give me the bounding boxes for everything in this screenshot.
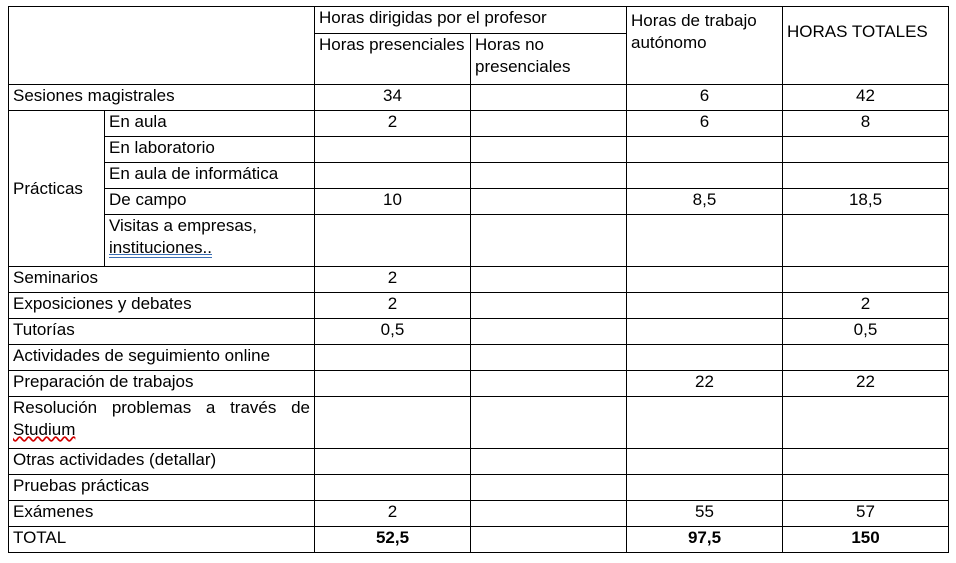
cell-non-presential (471, 111, 627, 137)
cell-total: 0,5 (783, 319, 949, 345)
total-non-presential (471, 527, 627, 553)
cell-autonomous (627, 397, 783, 449)
cell-presential (315, 371, 471, 397)
cell-autonomous: 6 (627, 85, 783, 111)
cell-autonomous (627, 345, 783, 371)
table-row (9, 345, 949, 371)
cell-total: 42 (783, 85, 949, 111)
cell-non-presential (471, 215, 627, 267)
table-row (9, 475, 949, 501)
total-autonomous: 97,5 (627, 527, 783, 553)
cell-presential: 10 (315, 189, 471, 215)
cell-presential: 2 (315, 111, 471, 137)
cell-autonomous (627, 163, 783, 189)
cell-total: 57 (783, 501, 949, 527)
total-presential: 52,5 (315, 527, 471, 553)
cell-presential (315, 137, 471, 163)
header-autonomous-text: Horas de trabajo autónomo (631, 11, 757, 52)
row-label: Otras actividades (detallar) (9, 449, 315, 475)
cell-total: 22 (783, 371, 949, 397)
table-row (9, 449, 949, 475)
cell-non-presential (471, 319, 627, 345)
total-label: TOTAL (9, 527, 315, 553)
cell-autonomous (627, 293, 783, 319)
row-label: Tutorías (9, 319, 315, 345)
header-empty-cell (9, 7, 315, 85)
header-directed-hours: Horas dirigidas por el profesor (315, 7, 627, 34)
header-autonomous-hours (627, 7, 783, 85)
header-non-presential-hours: Horas no presenciales (471, 34, 627, 85)
cell-non-presential (471, 137, 627, 163)
table-row (9, 111, 949, 137)
cell-autonomous: 8,5 (627, 189, 783, 215)
row-label: En aula (105, 111, 315, 137)
row-label: Seminarios (9, 267, 315, 293)
table-row (9, 137, 949, 163)
row-label: En laboratorio (105, 137, 315, 163)
cell-presential: 0,5 (315, 319, 471, 345)
row-label: Sesiones magistrales (9, 85, 315, 111)
cell-total (783, 449, 949, 475)
cell-non-presential (471, 345, 627, 371)
table-row (9, 189, 949, 215)
table-row (9, 293, 949, 319)
cell-presential: 34 (315, 85, 471, 111)
table-row (9, 163, 949, 189)
cell-total (783, 215, 949, 267)
table-row (9, 397, 949, 449)
cell-total (783, 267, 949, 293)
cell-non-presential (471, 85, 627, 111)
cell-total (783, 475, 949, 501)
cell-non-presential (471, 449, 627, 475)
cell-non-presential (471, 163, 627, 189)
header-total-text: HORAS TOTALES (787, 22, 928, 41)
cell-non-presential (471, 397, 627, 449)
cell-non-presential (471, 267, 627, 293)
cell-non-presential (471, 501, 627, 527)
cell-non-presential (471, 293, 627, 319)
row-label-line2: instituciones.. (109, 238, 212, 257)
row-label: De campo (105, 189, 315, 215)
cell-non-presential (471, 475, 627, 501)
cell-presential (315, 475, 471, 501)
row-label-line2: Studium (13, 420, 76, 439)
header-presential-hours: Horas presenciales (315, 34, 471, 85)
table-row (9, 319, 949, 345)
table-row (9, 85, 949, 111)
total-row (9, 527, 949, 553)
cell-presential (315, 449, 471, 475)
cell-autonomous (627, 267, 783, 293)
table-row (9, 267, 949, 293)
cell-presential: 2 (315, 267, 471, 293)
cell-autonomous (627, 475, 783, 501)
cell-non-presential (471, 189, 627, 215)
row-label (105, 215, 315, 267)
practicas-group-label: Prácticas (9, 111, 105, 267)
row-label: Actividades de seguimiento online (9, 345, 315, 371)
row-label-line1: Visitas a empresas, (109, 216, 258, 235)
row-label: Preparación de trabajos (9, 371, 315, 397)
cell-total (783, 397, 949, 449)
cell-autonomous: 55 (627, 501, 783, 527)
cell-total (783, 345, 949, 371)
cell-presential (315, 163, 471, 189)
cell-presential (315, 215, 471, 267)
row-label: Exposiciones y debates (9, 293, 315, 319)
cell-total: 8 (783, 111, 949, 137)
cell-presential (315, 397, 471, 449)
total-total: 150 (783, 527, 949, 553)
cell-autonomous (627, 137, 783, 163)
cell-total (783, 137, 949, 163)
table-row (9, 371, 949, 397)
table-row (9, 501, 949, 527)
cell-total (783, 163, 949, 189)
cell-presential: 2 (315, 293, 471, 319)
header-total-hours (783, 7, 949, 85)
cell-autonomous (627, 319, 783, 345)
table-row (9, 215, 949, 267)
cell-non-presential (471, 371, 627, 397)
row-label: Pruebas prácticas (9, 475, 315, 501)
row-label: En aula de informática (105, 163, 315, 189)
cell-autonomous: 6 (627, 111, 783, 137)
cell-autonomous (627, 449, 783, 475)
row-label (9, 397, 315, 449)
cell-autonomous: 22 (627, 371, 783, 397)
cell-autonomous (627, 215, 783, 267)
cell-total: 18,5 (783, 189, 949, 215)
cell-total: 2 (783, 293, 949, 319)
cell-presential (315, 345, 471, 371)
row-label: Exámenes (9, 501, 315, 527)
cell-presential: 2 (315, 501, 471, 527)
row-label-line1: Resolución problemas a través de (13, 398, 310, 417)
hours-distribution-table (8, 6, 949, 553)
